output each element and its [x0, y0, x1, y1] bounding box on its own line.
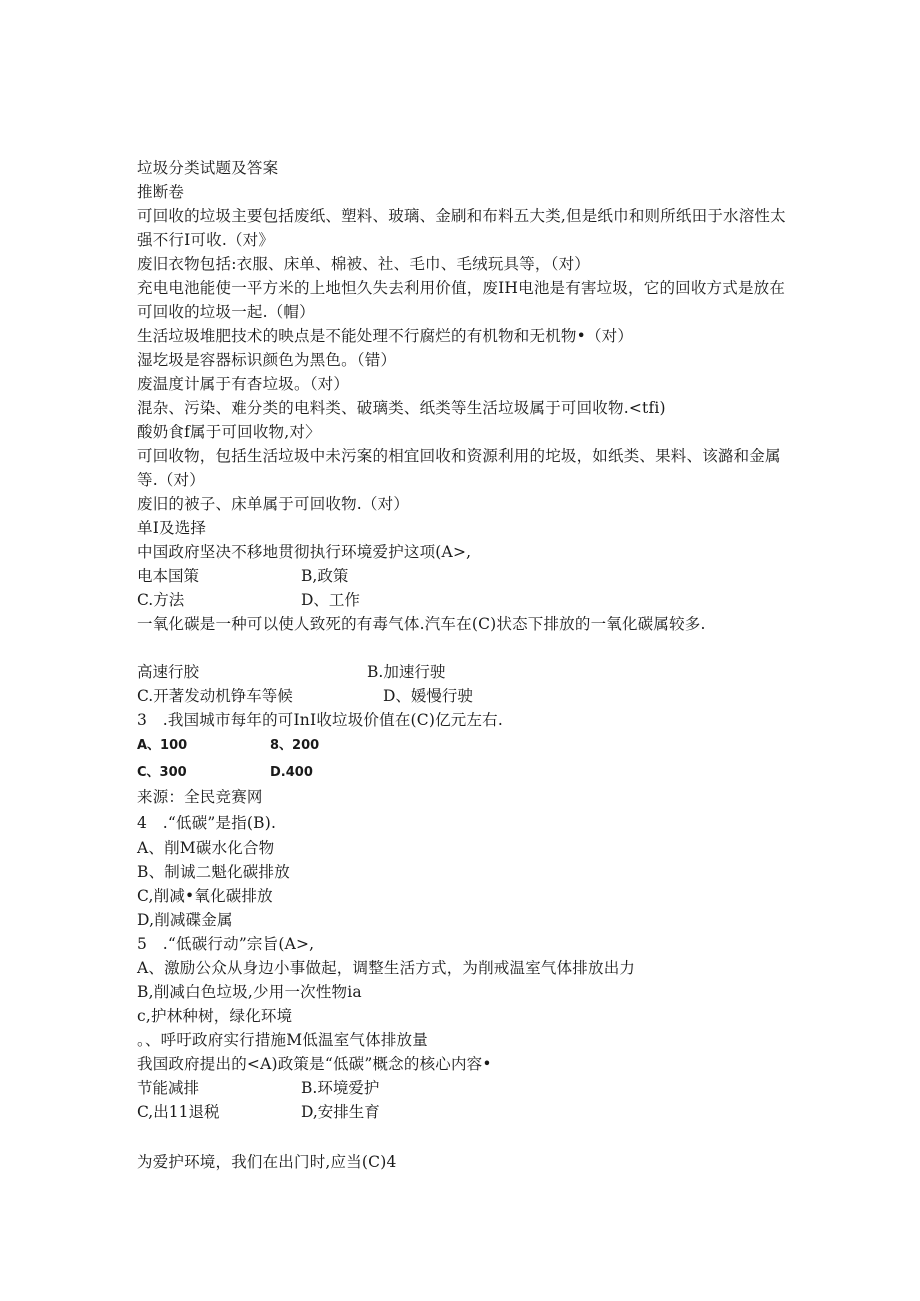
option-a: 节能减排 — [137, 1079, 200, 1097]
option-d: 。、呼吁政府实行措施M低温室气体排放量 — [137, 1031, 428, 1049]
judgment-line: 混杂、污染、难分类的电料类、破璃类、纸类等生活垃圾属于可回收物.<tfi) — [137, 399, 666, 417]
option-b: B,政策 — [301, 567, 349, 585]
question-stem: 3 .我国城市每年的可InI收垃圾价值在(C)亿元左右. — [137, 711, 503, 729]
option-d: D、媛慢行驶 — [383, 687, 473, 705]
question-stem: 我国政府提出的<A)政策是“低碳”概念的核心内容• — [137, 1055, 492, 1073]
option-c: C,出11退税 — [137, 1103, 220, 1121]
option-c: C,削减•氧化碳排放 — [137, 887, 273, 905]
judgment-line: 强不行I可收.（对》 — [137, 231, 275, 249]
option-a: 电本国策 — [137, 567, 200, 585]
section-heading-judgment: 推断卷 — [137, 183, 185, 201]
document-title: 垃圾分类试题及答案 — [137, 159, 279, 177]
judgment-line: 等.（对） — [137, 471, 205, 489]
option-a: A、100 — [137, 738, 188, 753]
section-heading-choice: 单I及选择 — [137, 519, 207, 537]
option-b: B.加速行驶 — [367, 663, 446, 681]
option-b: 8、200 — [270, 738, 320, 753]
option-d: D.400 — [270, 765, 313, 780]
option-c: C.开著发动机铮车等候 — [137, 687, 293, 705]
question-stem: 4 .“低碳”是指(B). — [137, 814, 277, 832]
option-c: C.方法 — [137, 591, 185, 609]
option-d: D,安排生育 — [301, 1103, 380, 1121]
question-stem: 一氧化碳是一种可以使人致死的有毒气体.汽车在(C)状态下排放的一氧化碳属较多. — [137, 615, 706, 633]
judgment-line: 生活垃圾堆肥技术的映点是不能处理不行腐烂的有机物和无机物•（对） — [137, 327, 634, 345]
judgment-line: 酸奶食f属于可回收物,对〉 — [137, 423, 321, 441]
judgment-line: 可回收的垃圾一起.（帽） — [137, 303, 315, 321]
judgment-line: 可回收的垃圾主要包括废纸、塑料、玻璃、金刷和布料五大类,但是纸巾和则所纸田于水溶性太 — [137, 207, 786, 225]
option-a: 高速行胶 — [137, 663, 200, 681]
judgment-line: 充电电池能使一平方米的上地怛久失去利用价值，废IH电池是有害垃圾，它的回收方式是放在 — [137, 279, 786, 297]
question-stem: 中国政府坚决不移地贯彻执行环境爱护这项(A>, — [137, 543, 472, 561]
judgment-line: 废旧的被子、床单属于可回收物.（对） — [137, 495, 410, 513]
option-d: D,削减碟金属 — [137, 911, 233, 929]
judgment-line: 废温度计属于有杳垃圾。（对） — [137, 375, 350, 393]
option-a: A、削M碳水化合物 — [137, 839, 275, 857]
judgment-line: 湿圪圾是容器标识颜色为黑色。（错） — [137, 351, 397, 369]
option-c: C、300 — [137, 765, 187, 780]
option-d: D、工作 — [301, 591, 360, 609]
option-b: B.环境爱护 — [301, 1079, 380, 1097]
option-a: A、激励公众从身边小事做起，调整生活方式，为削戒温室气体排放出力 — [137, 959, 636, 977]
question-stem: 为爱护环境，我们在出门时,应当(C)4 — [137, 1153, 397, 1171]
question-stem: 5 .“低碳行动”宗旨(A>, — [137, 935, 315, 953]
option-c: c,护林种树，绿化环境 — [137, 1007, 293, 1025]
judgment-line: 可回收物，包括生活垃圾中未污案的相宜回收和资源利用的坨圾，如纸类、果料、该潞和金属 — [137, 447, 781, 465]
judgment-line: 废旧衣物包括:衣服、床单、棉被、社、毛巾、毛绒玩具等，（对） — [137, 255, 590, 273]
option-b: B、制诚二魁化碳排放 — [137, 863, 290, 881]
option-b: B,削减白色垃圾,少用一次性物ia — [137, 983, 362, 1001]
source-note: 来源：全民竞赛网 — [137, 788, 263, 806]
